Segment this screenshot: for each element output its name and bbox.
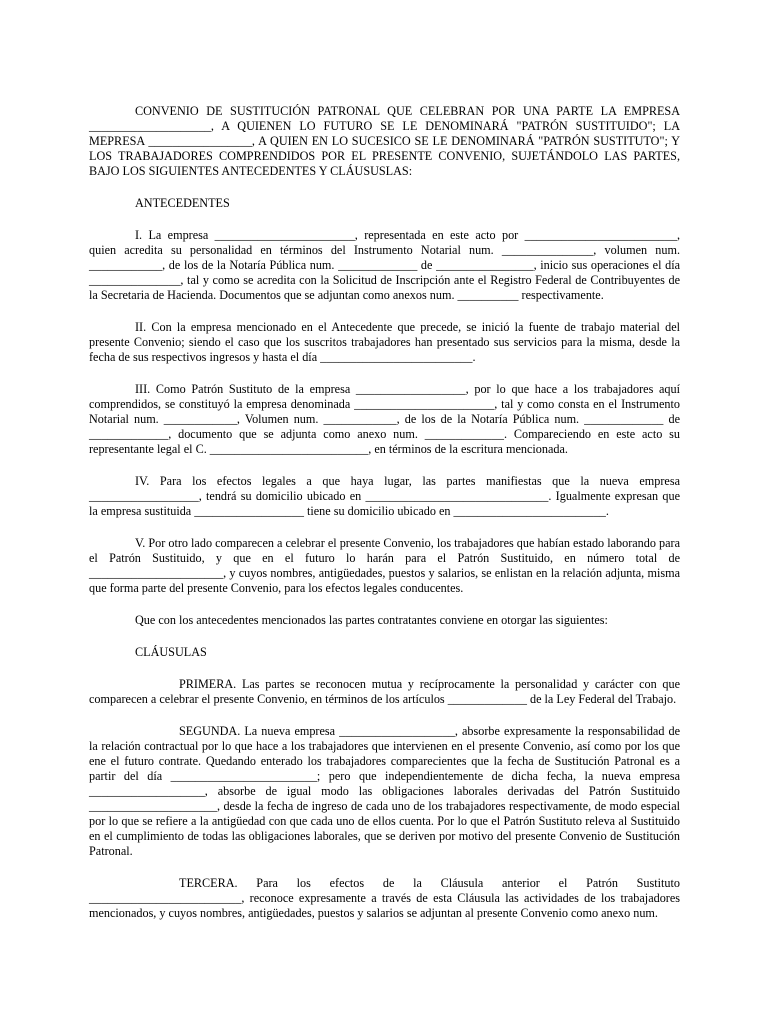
antecedente-1: I. La empresa _______________________, representada en este acto por _________________________, quien acredita su personalidad en términos del Instrumento Notarial num. _______________, volumen num. ____________, de los de la Notaría Pública num. _____________ de ________________, inicio sus operaciones el día _______________, tal y como se acredita con la Solicitud de Inscripción ante el Registro Federal de Contribuyentes de la Secretaria de Hacienda. Documentos que se adjuntan como anexos num. __________ respectivamente. bbox=[89, 228, 680, 302]
clausulas-heading: CLÁUSULAS bbox=[135, 645, 207, 659]
clausula-primera: PRIMERA. Las partes se reconocen mutua y recíprocamente la personalidad y carácter con que comparecen a celebrar el presente Convenio, en términos de los artículos _____________ de la Ley Federal del Trabajo. bbox=[89, 677, 680, 706]
transition-text: Que con los antecedentes mencionados las partes contratantes conviene en otorgar las siguientes: bbox=[135, 613, 608, 627]
clausula-segunda: SEGUNDA. La nueva empresa ___________________, absorbe expresamente la responsabilidad de la relación contractual por lo que hace a los trabajadores que intervienen en el presente Convenio, así como por los que ene el futuro contrate. Quedando enterado los trabajadores comparecientes que la fecha de Sustitución Patronal es a partir del día ________________________; pero que independientemente de dicha fecha, la nueva empresa ___________________, absorbe de igual modo las obligaciones laborales derivadas del Patrón Sustituido _____________________, desde la fecha de ingreso de cada uno de los trabajadores respectivamente, de modo especial por lo que se refiere a la antigüedad con que cada uno de ellos cuenta. Por lo que el Patrón Sustituto releva al Sustituido en el cumplimiento de todas las obligaciones laborales, que se deriven por motivo del presente Convenio de Sustitución Patronal. bbox=[89, 724, 680, 858]
antecedente-3: III. Como Patrón Sustituto de la empresa __________________, por lo que hace a los trabajadores aquí comprendidos, se constituyó la empresa denominada _______________________, tal y como consta en el Instrumento Notarial num. ____________, Volumen num. ____________, de los de la Notaría Pública num. _____________ de _____________, documento que se adjunta como anexo num. _____________. Compareciendo en este acto su representante legal el C. __________________________, en términos de la escritura mencionada. bbox=[89, 382, 680, 456]
antecedente-4: IV. Para los efectos legales a que haya lugar, las partes manifiestas que la nueva empresa __________________, tendrá su domicilio ubicado en ______________________________. Igualmente expresan que la empresa sustituida __________________ tiene su domicilio ubicado en _________________________. bbox=[89, 474, 680, 518]
antecedentes-heading: ANTECEDENTES bbox=[135, 196, 230, 210]
antecedente-5: V. Por otro lado comparecen a celebrar el presente Convenio, los trabajadores que habían estado laborando para el Patrón Sustituido, y que en el futuro lo harán para el Patrón Sustituido, en número total de ______________________, y cuyos nombres, antigüedades, puestos y salarios, se enlistan en la relación adjunta, misma que forma parte del presente Convenio, para los efectos legales conducentes. bbox=[89, 536, 680, 595]
document-intro: CONVENIO DE SUSTITUCIÓN PATRONAL QUE CELEBRAN POR UNA PARTE LA EMPRESA ____________________, A QUIENEN LO FUTURO SE LE DENOMINARÁ "PATRÓN SUSTITUIDO"; LA MEPRESA _________________, A QUIEN EN LO SUCESICO SE LE DENOMINARÁ "PATRÓN SUSTITUTO"; Y LOS TRABAJADORES COMPRENDIDOS POR EL PRESENTE CONVENIO, SUJETÁNDOLO LAS PARTES, BAJO LOS SIGUIENTES ANTECEDENTES Y CLÁUSUSLAS: bbox=[89, 104, 680, 178]
clausula-tercera: TERCERA. Para los efectos de la Cláusula anterior el Patrón Sustituto _________________________, reconoce expresamente a través de esta Cláusula las actividades de los trabajadores mencionados, y cuyos nombres, antigüedades, puestos y salarios se adjuntan al presente Convenio como anexo num. bbox=[89, 876, 680, 920]
antecedente-2: II. Con la empresa mencionado en el Antecedente que precede, se inició la fuente de trabajo material del presente Convenio; siendo el caso que los suscritos trabajadores han presentado sus servicios para la misma, desde la fecha de sus respectivos ingresos y hasta el día _________________________. bbox=[89, 320, 680, 364]
